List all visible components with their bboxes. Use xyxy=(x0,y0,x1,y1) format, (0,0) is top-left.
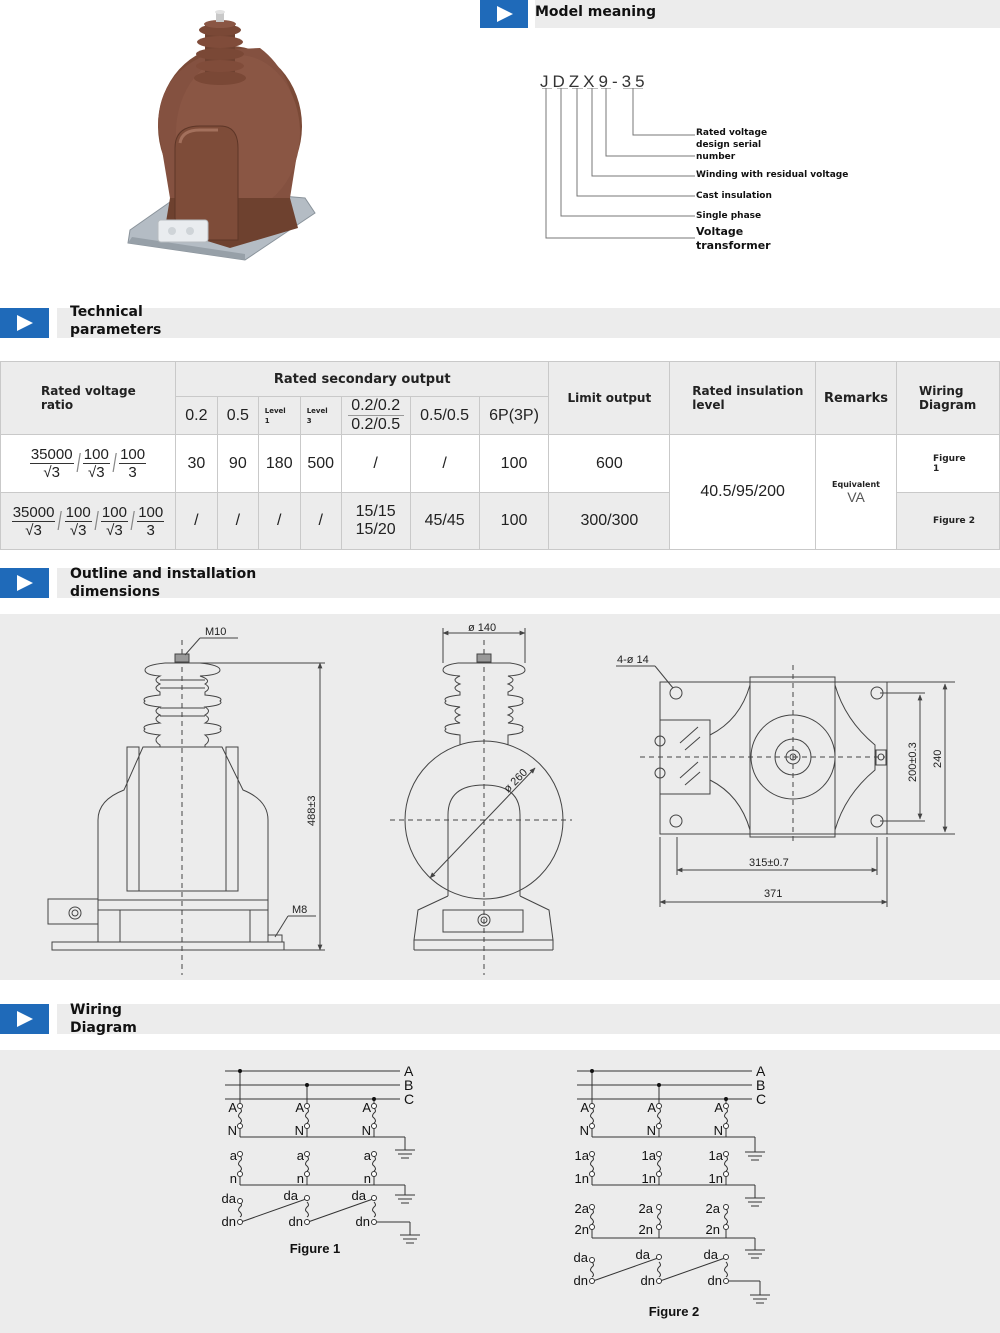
terminal-label: 2a xyxy=(705,1201,720,1216)
play-arrow-icon xyxy=(0,308,49,338)
front-view xyxy=(48,638,325,975)
terminal-label: dn xyxy=(288,1214,303,1229)
code-letter-d: D xyxy=(552,72,569,91)
meaning-cast: Cast insulation xyxy=(696,191,772,201)
terminal-label: N xyxy=(646,1123,656,1138)
terminal-label: A xyxy=(714,1100,723,1115)
wiring-figure-1[interactable] xyxy=(896,435,999,493)
terminal-label: a xyxy=(363,1148,371,1163)
slash: / xyxy=(57,505,63,536)
fraction xyxy=(30,446,74,481)
technical-parameters-table xyxy=(0,361,1000,550)
limit-output-cell: 300/300 xyxy=(549,493,670,550)
terminal-label: N xyxy=(361,1123,371,1138)
subheader-6p-3p: 6P(3P) xyxy=(479,397,549,435)
title-line: Outline and installation xyxy=(70,566,257,582)
terminal-label: 2a xyxy=(638,1201,653,1216)
title-line: parameters xyxy=(70,322,162,338)
header-line: ratio xyxy=(41,398,74,412)
figure-1-diagram xyxy=(225,1071,420,1243)
fraction xyxy=(65,504,92,539)
code-letter-z: Z xyxy=(568,72,584,91)
phase-c-label: C xyxy=(404,1091,415,1107)
code-35: 35 xyxy=(621,72,649,91)
terminal-label: A xyxy=(647,1100,656,1115)
terminal-label: 2n xyxy=(705,1222,720,1237)
numerator: 100 xyxy=(83,446,109,463)
cell: 100 xyxy=(479,493,549,550)
cell: 180 xyxy=(258,435,300,493)
subheader-dual-accuracy xyxy=(341,397,410,435)
section-header-model-meaning xyxy=(480,0,1000,28)
dual-bottom: 0.2/0.5 xyxy=(351,416,401,433)
section-title xyxy=(70,1001,137,1037)
cell: 100 xyxy=(479,435,549,493)
terminal-label: A xyxy=(295,1100,304,1115)
slash: / xyxy=(76,448,81,478)
cell: 45/45 xyxy=(410,493,479,550)
terminal-label: N xyxy=(713,1123,723,1138)
terminal-label: n xyxy=(363,1171,371,1186)
terminal-label: dn xyxy=(221,1214,236,1229)
cell: / xyxy=(341,435,410,493)
header-insulation-level xyxy=(670,362,816,435)
cell: / xyxy=(175,493,217,550)
terminal-label: 1a xyxy=(641,1148,656,1163)
code-dash: - xyxy=(611,72,622,91)
header-band xyxy=(57,308,1000,338)
terminal-label: da xyxy=(703,1247,718,1262)
slash: / xyxy=(94,505,99,536)
terminal-label: N xyxy=(579,1123,589,1138)
terminal-label: da xyxy=(573,1250,588,1265)
terminal-label: da xyxy=(351,1188,366,1203)
wiring-line: 1 xyxy=(932,463,940,474)
terminal-label: N xyxy=(227,1123,237,1138)
header-ratio xyxy=(1,362,176,435)
cell: 90 xyxy=(217,435,258,493)
play-arrow-icon xyxy=(0,568,49,598)
label-holes: 4-ø 14 xyxy=(617,654,649,666)
model-meaning-leader-lines xyxy=(540,88,700,243)
numerator: 35000 xyxy=(30,446,73,463)
sub-line: Level xyxy=(264,406,286,415)
fraction xyxy=(137,504,164,539)
terminal-label: n xyxy=(296,1171,304,1186)
terminal-label: dn xyxy=(573,1273,588,1288)
label-length: 371 xyxy=(764,888,783,900)
phase-a-label: A xyxy=(404,1063,414,1079)
subheader-0-5: 0.5 xyxy=(217,397,258,435)
header-band xyxy=(57,1004,1000,1034)
denominator: √3 xyxy=(43,464,60,481)
figure-2-caption: Figure 2 xyxy=(648,1304,700,1319)
denominator: √3 xyxy=(69,521,87,539)
meaning-winding: Winding with residual voltage xyxy=(696,170,849,180)
wiring-diagrams xyxy=(0,1050,1000,1333)
remarks-line: Equivalent xyxy=(832,479,880,489)
cell xyxy=(341,493,410,550)
cell: 500 xyxy=(300,435,341,493)
fraction xyxy=(101,504,128,539)
terminal-label: da xyxy=(221,1191,236,1206)
terminal-label: 1n xyxy=(641,1171,656,1186)
numerator: 100 xyxy=(138,503,164,521)
subheader-0-5-0-5: 0.5/0.5 xyxy=(410,397,479,435)
phase-b-label: B xyxy=(756,1077,766,1093)
label-hole-spacing-y: 200±0.3 xyxy=(907,742,919,782)
terminal-label: da xyxy=(283,1188,298,1203)
terminal-label: dn xyxy=(707,1273,722,1288)
header-secondary-output: Rated secondary output xyxy=(175,362,549,397)
section-header-outline xyxy=(0,568,1000,598)
ratio-cell xyxy=(1,435,176,493)
header-line: Rated insulation xyxy=(692,384,804,398)
terminal-label: A xyxy=(362,1100,371,1115)
outline-drawings xyxy=(0,614,1000,980)
terminal-label: dn xyxy=(640,1273,655,1288)
label-m10: M10 xyxy=(205,626,227,638)
phase-a-label: A xyxy=(756,1063,766,1079)
title-line: Diagram xyxy=(70,1020,137,1036)
sub-line: 3 xyxy=(306,416,312,425)
plan-view xyxy=(616,665,955,907)
header-line: Diagram xyxy=(918,398,977,412)
cell: / xyxy=(410,435,479,493)
terminal-label: a xyxy=(229,1148,237,1163)
limit-output-cell: 600 xyxy=(549,435,670,493)
code-letter-x: X xyxy=(583,72,599,91)
numerator: 100 xyxy=(101,503,127,521)
meaning-voltage-transformer xyxy=(696,225,771,253)
remarks-line: VA xyxy=(847,488,865,505)
terminal-label: 1a xyxy=(574,1148,589,1163)
fraction xyxy=(83,446,110,481)
denominator: 3 xyxy=(128,464,137,481)
label-line: transformer xyxy=(696,239,771,252)
subheader-level-1 xyxy=(258,397,300,435)
code-letter-j: J xyxy=(540,72,553,91)
play-arrow-icon xyxy=(0,1004,49,1034)
label-line: number xyxy=(696,152,736,162)
sub-line: 1 xyxy=(264,416,270,425)
subheader-level-3 xyxy=(300,397,341,435)
fraction xyxy=(12,504,56,539)
wiring-figure-2[interactable]: Figure 2 xyxy=(896,493,999,550)
terminal-label: 2n xyxy=(574,1222,589,1237)
terminal-label: N xyxy=(294,1123,304,1138)
terminal-label: n xyxy=(229,1171,237,1186)
section-header-wiring xyxy=(0,1004,1000,1034)
slash: / xyxy=(130,505,135,536)
terminal-label: 2a xyxy=(574,1201,589,1216)
terminal-label: dn xyxy=(355,1214,370,1229)
cell: 30 xyxy=(175,435,217,493)
label-m8: M8 xyxy=(292,904,308,916)
outline-drawing-area xyxy=(0,614,1000,980)
terminal-label: da xyxy=(635,1247,650,1262)
numerator: 100 xyxy=(65,503,91,521)
terminal-label: 1a xyxy=(708,1148,723,1163)
denominator: 3 xyxy=(146,521,155,539)
label-hole-spacing-x: 315±0.7 xyxy=(749,857,789,869)
meaning-rated-voltage xyxy=(696,127,767,163)
dual-bottom: 15/20 xyxy=(355,521,396,538)
wiring-diagram-area xyxy=(0,1050,1000,1333)
cell: / xyxy=(217,493,258,550)
ratio-cell xyxy=(1,493,176,550)
meaning-single-phase: Single phase xyxy=(696,211,762,221)
figure-2-diagram xyxy=(574,1071,770,1303)
cell: / xyxy=(258,493,300,550)
title-line: dimensions xyxy=(70,584,160,600)
side-view xyxy=(390,628,572,975)
section-title: Model meaning xyxy=(535,4,657,20)
code-digit-9: 9 xyxy=(598,72,612,91)
header-remarks: Remarks xyxy=(816,362,897,435)
section-title xyxy=(70,303,161,339)
section-header-technical-parameters xyxy=(0,304,1000,338)
header-line: Wiring xyxy=(918,384,964,398)
fraction xyxy=(119,446,146,481)
dual-top: 0.2/0.2 xyxy=(348,397,404,416)
wiring-line: Figure xyxy=(932,453,966,464)
title-line: Technical xyxy=(70,304,143,320)
terminal-label: A xyxy=(228,1100,237,1115)
cell: / xyxy=(300,493,341,550)
sub-line: Level xyxy=(306,406,328,415)
denominator: √3 xyxy=(106,521,123,539)
denominator: √3 xyxy=(88,464,105,481)
figure-1-caption: Figure 1 xyxy=(289,1241,341,1256)
label-height: 488±3 xyxy=(306,795,318,826)
label-insulator-dia: ø 140 xyxy=(468,622,497,634)
header-wiring-diagram xyxy=(896,362,999,435)
product-image xyxy=(110,8,330,263)
table-row xyxy=(1,435,1000,493)
remarks-cell xyxy=(816,435,897,550)
phase-b-label: B xyxy=(404,1077,414,1093)
label-body-dia: ø 260 xyxy=(501,766,531,796)
play-arrow-icon xyxy=(480,0,528,28)
subheader-0-2: 0.2 xyxy=(175,397,217,435)
title-line: Wiring xyxy=(70,1002,122,1018)
terminal-label: A xyxy=(580,1100,589,1115)
denominator: √3 xyxy=(25,521,42,539)
numerator: 35000 xyxy=(12,503,55,521)
insulation-level-cell: 40.5/95/200 xyxy=(670,435,816,550)
header-line: Rated voltage xyxy=(41,384,136,398)
terminal-label: 1n xyxy=(708,1171,723,1186)
label-line: design serial xyxy=(696,140,762,150)
dual-top: 15/15 xyxy=(355,503,396,520)
label-line: Rated voltage xyxy=(696,128,768,138)
header-line: level xyxy=(692,398,725,412)
terminal-label: 2n xyxy=(638,1222,653,1237)
header-limit-output: Limit output xyxy=(549,362,670,435)
label-line: Voltage xyxy=(696,225,744,238)
section-title xyxy=(70,565,256,601)
slash: / xyxy=(112,448,117,478)
phase-c-label: C xyxy=(756,1091,767,1107)
numerator: 100 xyxy=(120,446,146,463)
terminal-label: 1n xyxy=(574,1171,589,1186)
terminal-label: a xyxy=(296,1148,304,1163)
label-width: 240 xyxy=(932,749,944,768)
